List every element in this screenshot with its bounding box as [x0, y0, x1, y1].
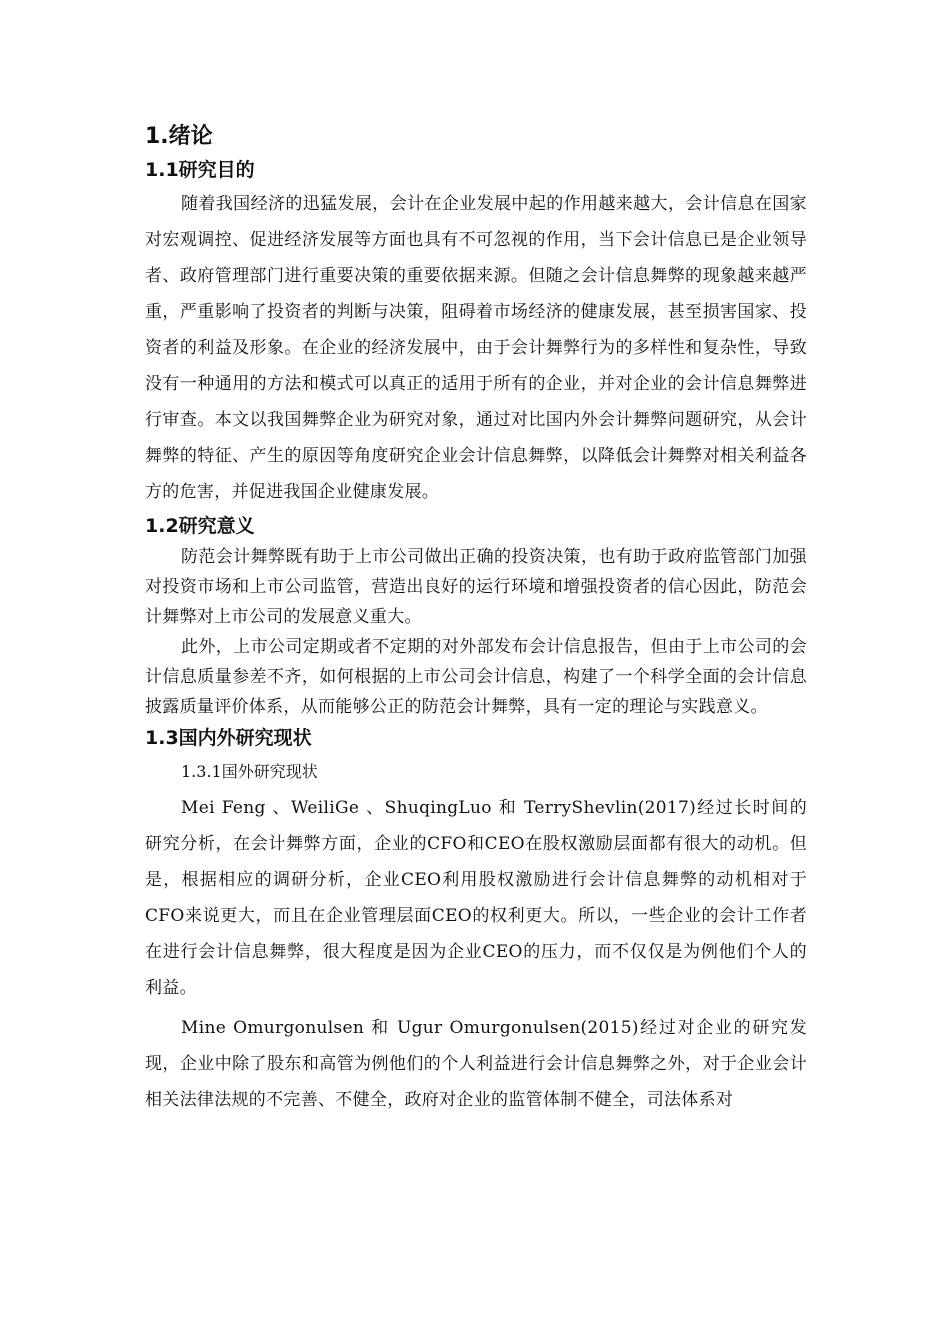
paragraph-status-1: Mei Feng 、WeiliGe 、ShuqingLuo 和 TerryShevlin(2017)经过长时间的研究分析，在会计舞弊方面，企业的CFO和CEO在股权激励层面都有很大的动机。但是，根据相应的调研分析，企业CEO利用股权激励进行会计信息舞弊的动机相对于CFO来说更大，而且在企业管理层面CEO的权利更大。所以，一些企业的会计工作者在进行会计信息舞弊，很大程度是因为企业CEO的压力，而不仅仅是为例他们个人的利益。 — [145, 798, 807, 998]
section-title-status: 1.3国内外研究现状 — [145, 727, 312, 749]
section-title-significance: 1.2研究意义 — [145, 515, 255, 537]
subsection-title-foreign: 1.3.1国外研究现状 — [181, 762, 318, 781]
chapter-title: 1.绪论 — [145, 124, 213, 149]
paragraph-significance-2: 此外，上市公司定期或者不定期的对外部发布会计信息报告，但由于上市公司的会计信息质量参差不齐，如何根据的上市公司会计信息，构建了一个科学全面的会计信息披露质量评价体系，从而能够公正的防范会计舞弊，具有一定的理论与实践意义。 — [145, 637, 807, 717]
section-title-purpose: 1.1研究目的 — [145, 159, 255, 181]
document-body — [145, 120, 807, 1118]
paragraph-status-2: Mine Omurgonulsen 和 Ugur Omurgonulsen(2015)经过对企业的研究发现，企业中除了股东和高管为例他们的个人利益进行会计信息舞弊之外，对于企业会计相关法律法规的不完善、不健全，政府对企业的监管体制不健全，司法体系对 — [145, 1018, 807, 1110]
paragraph-purpose: 随着我国经济的迅猛发展，会计在企业发展中起的作用越来越大，会计信息在国家对宏观调控、促进经济发展等方面也具有不可忽视的作用，当下会计信息已是企业领导者、政府管理部门进行重要决策的重要依据来源。但随之会计信息舞弊的现象越来越严重，严重影响了投资者的判断与决策，阻碍着市场经济的健康发展，甚至损害国家、投资者的利益及形象。在企业的经济发展中，由于会计舞弊行为的多样性和复杂性，导致没有一种通用的方法和模式可以真正的适用于所有的企业，并对企业的会计信息舞弊进行审查。本文以我国舞弊企业为研究对象，通过对比国内外会计舞弊问题研究，从会计舞弊的特征、产生的原因等角度研究企业会计信息舞弊，以降低会计舞弊对相关利益各方的危害，并促进我国企业健康发展。 — [145, 194, 807, 502]
paragraph-significance-1: 防范会计舞弊既有助于上市公司做出正确的投资决策，也有助于政府监管部门加强对投资市场和上市公司监管，营造出良好的运行环境和增强投资者的信心因此，防范会计舞弊对上市公司的发展意义重大。 — [145, 547, 807, 627]
